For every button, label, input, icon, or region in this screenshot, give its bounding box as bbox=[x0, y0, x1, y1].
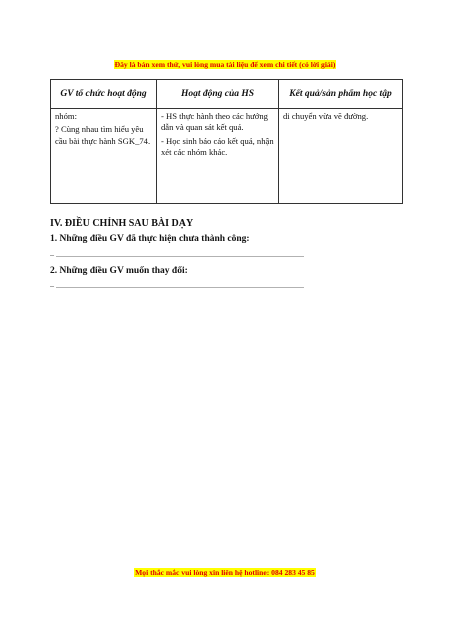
cell-text: - Học sinh báo cáo kết quả, nhận xét các nhóm khác. bbox=[161, 135, 274, 158]
question-changes: 2. Những điều GV muốn thay đổi: bbox=[50, 266, 188, 276]
question-unsuccessful: 1. Những điều GV đã thực hiện chưa thành công: bbox=[50, 234, 250, 244]
hotline-banner bbox=[0, 562, 450, 580]
header-teacher-activity: GV tổ chức hoạt động bbox=[51, 80, 157, 109]
student-activity-cell bbox=[157, 109, 279, 204]
answer-line-2: – ............................................................................................................................ bbox=[50, 281, 304, 290]
header-learning-outcome: Kết quả/sản phẩm học tập bbox=[279, 80, 403, 109]
hotline-text: Mọi thắc mắc vui lòng xin liên hệ hotline: 084 283 45 85 bbox=[135, 568, 315, 577]
table-row bbox=[51, 109, 403, 204]
header-student-activity: Hoạt động của HS bbox=[157, 80, 279, 109]
preview-banner bbox=[0, 54, 450, 72]
preview-banner-text: Đây là bản xem thử, vui lòng mua tài liệu để xem chi tiết (có lời giải) bbox=[114, 60, 336, 69]
table-header-row bbox=[51, 80, 403, 109]
cell-text: di chuyển vừa vẽ đường. bbox=[283, 111, 369, 121]
cell-text: ? Cùng nhau tìm hiểu yêu cầu bài thực hành SGK_74. bbox=[55, 124, 151, 146]
teacher-activity-cell bbox=[51, 109, 157, 204]
section-heading: IV. ĐIỀU CHỈNH SAU BÀI DẠY bbox=[50, 218, 194, 229]
cell-text: nhóm: bbox=[55, 111, 77, 121]
cell-text: - HS thực hành theo các hướng dẫn và quan sát kết quả. bbox=[161, 111, 268, 133]
activity-table bbox=[50, 79, 403, 204]
learning-outcome-cell bbox=[279, 109, 403, 204]
answer-line-1: – ............................................................................................................................ bbox=[50, 250, 304, 259]
